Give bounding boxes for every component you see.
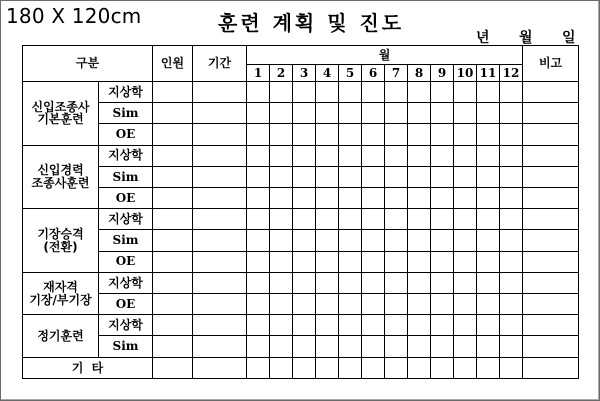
blank-cell[interactable] <box>270 357 293 378</box>
blank-cell[interactable] <box>408 188 431 209</box>
category-name-line: 기장승격 <box>37 226 84 241</box>
table-row <box>23 166 579 187</box>
blank-cell[interactable] <box>270 294 293 315</box>
blank-cell[interactable] <box>362 294 385 315</box>
blank-cell[interactable] <box>362 82 385 103</box>
blank-cell[interactable] <box>523 124 579 145</box>
blank-cell[interactable] <box>153 315 193 336</box>
blank-cell[interactable] <box>247 124 270 145</box>
blank-cell[interactable] <box>270 124 293 145</box>
table-row <box>23 188 579 209</box>
blank-cell[interactable] <box>454 82 477 103</box>
blank-cell[interactable] <box>153 336 193 357</box>
blank-cell[interactable] <box>477 209 500 230</box>
blank-cell[interactable] <box>339 251 362 272</box>
blank-cell[interactable] <box>316 82 339 103</box>
blank-cell[interactable] <box>339 145 362 166</box>
category-name <box>23 315 99 357</box>
training-type: 지상학 <box>99 209 153 230</box>
blank-cell[interactable] <box>362 209 385 230</box>
blank-cell[interactable] <box>454 272 477 293</box>
table-row-other <box>23 357 579 378</box>
blank-cell[interactable] <box>339 103 362 124</box>
category-name-line: 조종사훈련 <box>31 175 90 190</box>
blank-cell[interactable] <box>477 166 500 187</box>
blank-cell[interactable] <box>270 188 293 209</box>
blank-cell[interactable] <box>385 82 408 103</box>
blank-cell[interactable] <box>247 315 270 336</box>
blank-cell[interactable] <box>408 82 431 103</box>
category-name-line: 신입경력 <box>37 163 84 178</box>
blank-cell[interactable] <box>523 230 579 251</box>
blank-cell[interactable] <box>408 315 431 336</box>
blank-cell[interactable] <box>408 357 431 378</box>
blank-cell[interactable] <box>153 251 193 272</box>
blank-cell[interactable] <box>477 336 500 357</box>
blank-cell[interactable] <box>431 166 454 187</box>
blank-cell[interactable] <box>523 166 579 187</box>
blank-cell[interactable] <box>477 103 500 124</box>
blank-cell[interactable] <box>193 209 247 230</box>
blank-cell[interactable] <box>408 166 431 187</box>
blank-cell[interactable] <box>477 145 500 166</box>
training-type: Sim <box>99 230 153 251</box>
blank-cell[interactable] <box>477 315 500 336</box>
table-row <box>23 272 579 293</box>
blank-cell[interactable] <box>500 230 523 251</box>
blank-cell[interactable] <box>385 166 408 187</box>
blank-cell[interactable] <box>270 166 293 187</box>
month-number: 7 <box>385 65 408 82</box>
blank-cell[interactable] <box>193 294 247 315</box>
blank-cell[interactable] <box>316 272 339 293</box>
category-other: 기 타 <box>23 357 153 378</box>
blank-cell[interactable] <box>385 230 408 251</box>
blank-cell[interactable] <box>523 294 579 315</box>
blank-cell[interactable] <box>293 230 316 251</box>
category-name-line: 기본훈련 <box>37 112 84 127</box>
blank-cell[interactable] <box>523 336 579 357</box>
header-month: 월 <box>247 46 523 65</box>
blank-cell[interactable] <box>193 251 247 272</box>
blank-cell[interactable] <box>339 357 362 378</box>
blank-cell[interactable] <box>247 230 270 251</box>
blank-cell[interactable] <box>431 209 454 230</box>
blank-cell[interactable] <box>339 315 362 336</box>
blank-cell[interactable] <box>523 103 579 124</box>
blank-cell[interactable] <box>454 124 477 145</box>
blank-cell[interactable] <box>316 166 339 187</box>
blank-cell[interactable] <box>500 209 523 230</box>
blank-cell[interactable] <box>385 103 408 124</box>
blank-cell[interactable] <box>153 294 193 315</box>
blank-cell[interactable] <box>293 145 316 166</box>
blank-cell[interactable] <box>431 103 454 124</box>
category-name <box>23 272 99 314</box>
blank-cell[interactable] <box>408 294 431 315</box>
blank-cell[interactable] <box>385 272 408 293</box>
blank-cell[interactable] <box>454 336 477 357</box>
blank-cell[interactable] <box>193 336 247 357</box>
blank-cell[interactable] <box>293 272 316 293</box>
header-row <box>23 46 579 65</box>
blank-cell[interactable] <box>193 230 247 251</box>
blank-cell[interactable] <box>431 124 454 145</box>
blank-cell[interactable] <box>385 315 408 336</box>
table-row <box>23 209 579 230</box>
blank-cell[interactable] <box>523 272 579 293</box>
blank-cell[interactable] <box>193 188 247 209</box>
blank-cell[interactable] <box>153 230 193 251</box>
blank-cell[interactable] <box>293 188 316 209</box>
blank-cell[interactable] <box>431 82 454 103</box>
blank-cell[interactable] <box>316 145 339 166</box>
blank-cell[interactable] <box>408 272 431 293</box>
blank-cell[interactable] <box>362 145 385 166</box>
blank-cell[interactable] <box>408 103 431 124</box>
blank-cell[interactable] <box>247 357 270 378</box>
month-number: 4 <box>316 65 339 82</box>
blank-cell[interactable] <box>523 188 579 209</box>
training-type: 지상학 <box>99 82 153 103</box>
size-label: 180 X 120cm <box>6 4 142 28</box>
blank-cell[interactable] <box>293 315 316 336</box>
blank-cell[interactable] <box>523 145 579 166</box>
blank-cell[interactable] <box>247 336 270 357</box>
blank-cell[interactable] <box>431 294 454 315</box>
blank-cell[interactable] <box>193 145 247 166</box>
training-type: 지상학 <box>99 315 153 336</box>
blank-cell[interactable] <box>431 336 454 357</box>
training-type: Sim <box>99 166 153 187</box>
header-personnel: 인원 <box>153 46 193 82</box>
blank-cell[interactable] <box>193 103 247 124</box>
blank-cell[interactable] <box>316 230 339 251</box>
blank-cell[interactable] <box>408 336 431 357</box>
blank-cell[interactable] <box>385 145 408 166</box>
blank-cell[interactable] <box>293 124 316 145</box>
blank-cell[interactable] <box>477 82 500 103</box>
blank-cell[interactable] <box>385 357 408 378</box>
blank-cell[interactable] <box>385 336 408 357</box>
month-number: 10 <box>454 65 477 82</box>
month-number: 6 <box>362 65 385 82</box>
table-row <box>23 145 579 166</box>
blank-cell[interactable] <box>500 124 523 145</box>
blank-cell[interactable] <box>408 124 431 145</box>
blank-cell[interactable] <box>385 251 408 272</box>
blank-cell[interactable] <box>270 272 293 293</box>
blank-cell[interactable] <box>500 315 523 336</box>
blank-cell[interactable] <box>153 82 193 103</box>
blank-cell[interactable] <box>523 315 579 336</box>
category-name-line: 재자격 <box>43 279 78 294</box>
blank-cell[interactable] <box>523 82 579 103</box>
blank-cell[interactable] <box>316 209 339 230</box>
blank-cell[interactable] <box>293 357 316 378</box>
blank-cell[interactable] <box>193 166 247 187</box>
blank-cell[interactable] <box>153 357 193 378</box>
blank-cell[interactable] <box>431 145 454 166</box>
header-period: 기간 <box>193 46 247 82</box>
training-type: Sim <box>99 103 153 124</box>
blank-cell[interactable] <box>477 272 500 293</box>
table-row <box>23 124 579 145</box>
blank-cell[interactable] <box>339 82 362 103</box>
blank-cell[interactable] <box>362 251 385 272</box>
blank-cell[interactable] <box>293 209 316 230</box>
blank-cell[interactable] <box>339 188 362 209</box>
blank-cell[interactable] <box>193 357 247 378</box>
blank-cell[interactable] <box>247 188 270 209</box>
training-type: OE <box>99 188 153 209</box>
month-number: 3 <box>293 65 316 82</box>
blank-cell[interactable] <box>477 188 500 209</box>
blank-cell[interactable] <box>477 357 500 378</box>
blank-cell[interactable] <box>153 124 193 145</box>
table-row <box>23 251 579 272</box>
blank-cell[interactable] <box>362 103 385 124</box>
blank-cell[interactable] <box>293 82 316 103</box>
training-type: 지상학 <box>99 145 153 166</box>
blank-cell[interactable] <box>362 188 385 209</box>
blank-cell[interactable] <box>385 188 408 209</box>
blank-cell[interactable] <box>362 166 385 187</box>
blank-cell[interactable] <box>339 166 362 187</box>
blank-cell[interactable] <box>316 188 339 209</box>
blank-cell[interactable] <box>316 336 339 357</box>
blank-cell[interactable] <box>477 230 500 251</box>
blank-cell[interactable] <box>293 251 316 272</box>
blank-cell[interactable] <box>339 272 362 293</box>
blank-cell[interactable] <box>385 124 408 145</box>
blank-cell[interactable] <box>500 294 523 315</box>
blank-cell[interactable] <box>316 103 339 124</box>
blank-cell[interactable] <box>270 336 293 357</box>
blank-cell[interactable] <box>339 124 362 145</box>
blank-cell[interactable] <box>408 145 431 166</box>
blank-cell[interactable] <box>431 357 454 378</box>
month-number: 12 <box>500 65 523 82</box>
blank-cell[interactable] <box>500 336 523 357</box>
blank-cell[interactable] <box>339 230 362 251</box>
blank-cell[interactable] <box>454 209 477 230</box>
blank-cell[interactable] <box>500 272 523 293</box>
blank-cell[interactable] <box>454 357 477 378</box>
blank-cell[interactable] <box>408 209 431 230</box>
table-row <box>23 82 579 103</box>
blank-cell[interactable] <box>247 103 270 124</box>
blank-cell[interactable] <box>385 209 408 230</box>
blank-cell[interactable] <box>408 251 431 272</box>
blank-cell[interactable] <box>454 294 477 315</box>
blank-cell[interactable] <box>454 251 477 272</box>
blank-cell[interactable] <box>408 230 431 251</box>
blank-cell[interactable] <box>270 251 293 272</box>
blank-cell[interactable] <box>316 294 339 315</box>
training-type: 지상학 <box>99 272 153 293</box>
blank-cell[interactable] <box>293 294 316 315</box>
training-type: Sim <box>99 336 153 357</box>
blank-cell[interactable] <box>362 357 385 378</box>
header-category: 구분 <box>23 46 153 82</box>
blank-cell[interactable] <box>477 294 500 315</box>
blank-cell[interactable] <box>153 188 193 209</box>
blank-cell[interactable] <box>362 336 385 357</box>
blank-cell[interactable] <box>247 209 270 230</box>
blank-cell[interactable] <box>316 124 339 145</box>
month-number: 1 <box>247 65 270 82</box>
table-row <box>23 230 579 251</box>
blank-cell[interactable] <box>247 166 270 187</box>
date-month-label: 월 <box>519 30 533 46</box>
blank-cell[interactable] <box>339 336 362 357</box>
blank-cell[interactable] <box>362 230 385 251</box>
blank-cell[interactable] <box>431 251 454 272</box>
blank-cell[interactable] <box>153 166 193 187</box>
blank-cell[interactable] <box>500 82 523 103</box>
blank-cell[interactable] <box>431 315 454 336</box>
blank-cell[interactable] <box>523 209 579 230</box>
blank-cell[interactable] <box>270 103 293 124</box>
blank-cell[interactable] <box>153 272 193 293</box>
category-name-line: (전환) <box>43 239 78 254</box>
blank-cell[interactable] <box>193 82 247 103</box>
table-row <box>23 336 579 357</box>
blank-cell[interactable] <box>454 315 477 336</box>
blank-cell[interactable] <box>153 145 193 166</box>
blank-cell[interactable] <box>339 294 362 315</box>
blank-cell[interactable] <box>293 336 316 357</box>
blank-cell[interactable] <box>362 315 385 336</box>
blank-cell[interactable] <box>316 251 339 272</box>
blank-cell[interactable] <box>247 145 270 166</box>
blank-cell[interactable] <box>293 166 316 187</box>
date-day-label: 일 <box>562 30 576 46</box>
training-plan-table <box>22 45 579 379</box>
category-name <box>23 82 99 146</box>
training-type: OE <box>99 124 153 145</box>
blank-cell[interactable] <box>454 166 477 187</box>
header-remarks: 비고 <box>523 46 579 82</box>
blank-cell[interactable] <box>431 230 454 251</box>
month-number: 5 <box>339 65 362 82</box>
blank-cell[interactable] <box>293 103 316 124</box>
training-type: OE <box>99 294 153 315</box>
blank-cell[interactable] <box>523 357 579 378</box>
blank-cell[interactable] <box>339 209 362 230</box>
blank-cell[interactable] <box>247 251 270 272</box>
blank-cell[interactable] <box>316 315 339 336</box>
blank-cell[interactable] <box>193 272 247 293</box>
blank-cell[interactable] <box>270 230 293 251</box>
training-type: OE <box>99 251 153 272</box>
blank-cell[interactable] <box>500 145 523 166</box>
blank-cell[interactable] <box>454 103 477 124</box>
month-number: 8 <box>408 65 431 82</box>
blank-cell[interactable] <box>500 188 523 209</box>
blank-cell[interactable] <box>247 272 270 293</box>
blank-cell[interactable] <box>431 188 454 209</box>
table-row <box>23 103 579 124</box>
blank-cell[interactable] <box>454 230 477 251</box>
month-number: 2 <box>270 65 293 82</box>
blank-cell[interactable] <box>385 294 408 315</box>
blank-cell[interactable] <box>500 251 523 272</box>
category-name <box>23 209 99 273</box>
month-number: 11 <box>477 65 500 82</box>
blank-cell[interactable] <box>454 145 477 166</box>
blank-cell[interactable] <box>477 124 500 145</box>
blank-cell[interactable] <box>270 82 293 103</box>
blank-cell[interactable] <box>454 188 477 209</box>
blank-cell[interactable] <box>193 124 247 145</box>
blank-cell[interactable] <box>477 251 500 272</box>
blank-cell[interactable] <box>362 272 385 293</box>
category-name-line: 정기훈련 <box>37 328 84 343</box>
page-title: 훈련 계획 및 진도 <box>218 11 405 35</box>
blank-cell[interactable] <box>270 209 293 230</box>
category-name-line: 기장/부기장 <box>29 292 92 307</box>
blank-cell[interactable] <box>431 272 454 293</box>
blank-cell[interactable] <box>316 357 339 378</box>
blank-cell[interactable] <box>153 209 193 230</box>
blank-cell[interactable] <box>153 103 193 124</box>
blank-cell[interactable] <box>270 145 293 166</box>
blank-cell[interactable] <box>270 315 293 336</box>
category-name <box>23 145 99 209</box>
blank-cell[interactable] <box>500 166 523 187</box>
blank-cell[interactable] <box>247 82 270 103</box>
category-name-line: 신입조종사 <box>31 99 90 114</box>
blank-cell[interactable] <box>362 124 385 145</box>
blank-cell[interactable] <box>523 251 579 272</box>
month-number: 9 <box>431 65 454 82</box>
blank-cell[interactable] <box>247 294 270 315</box>
blank-cell[interactable] <box>500 103 523 124</box>
table-row <box>23 294 579 315</box>
date-year-label: 년 <box>476 30 490 46</box>
table-row <box>23 315 579 336</box>
blank-cell[interactable] <box>193 315 247 336</box>
blank-cell[interactable] <box>500 357 523 378</box>
